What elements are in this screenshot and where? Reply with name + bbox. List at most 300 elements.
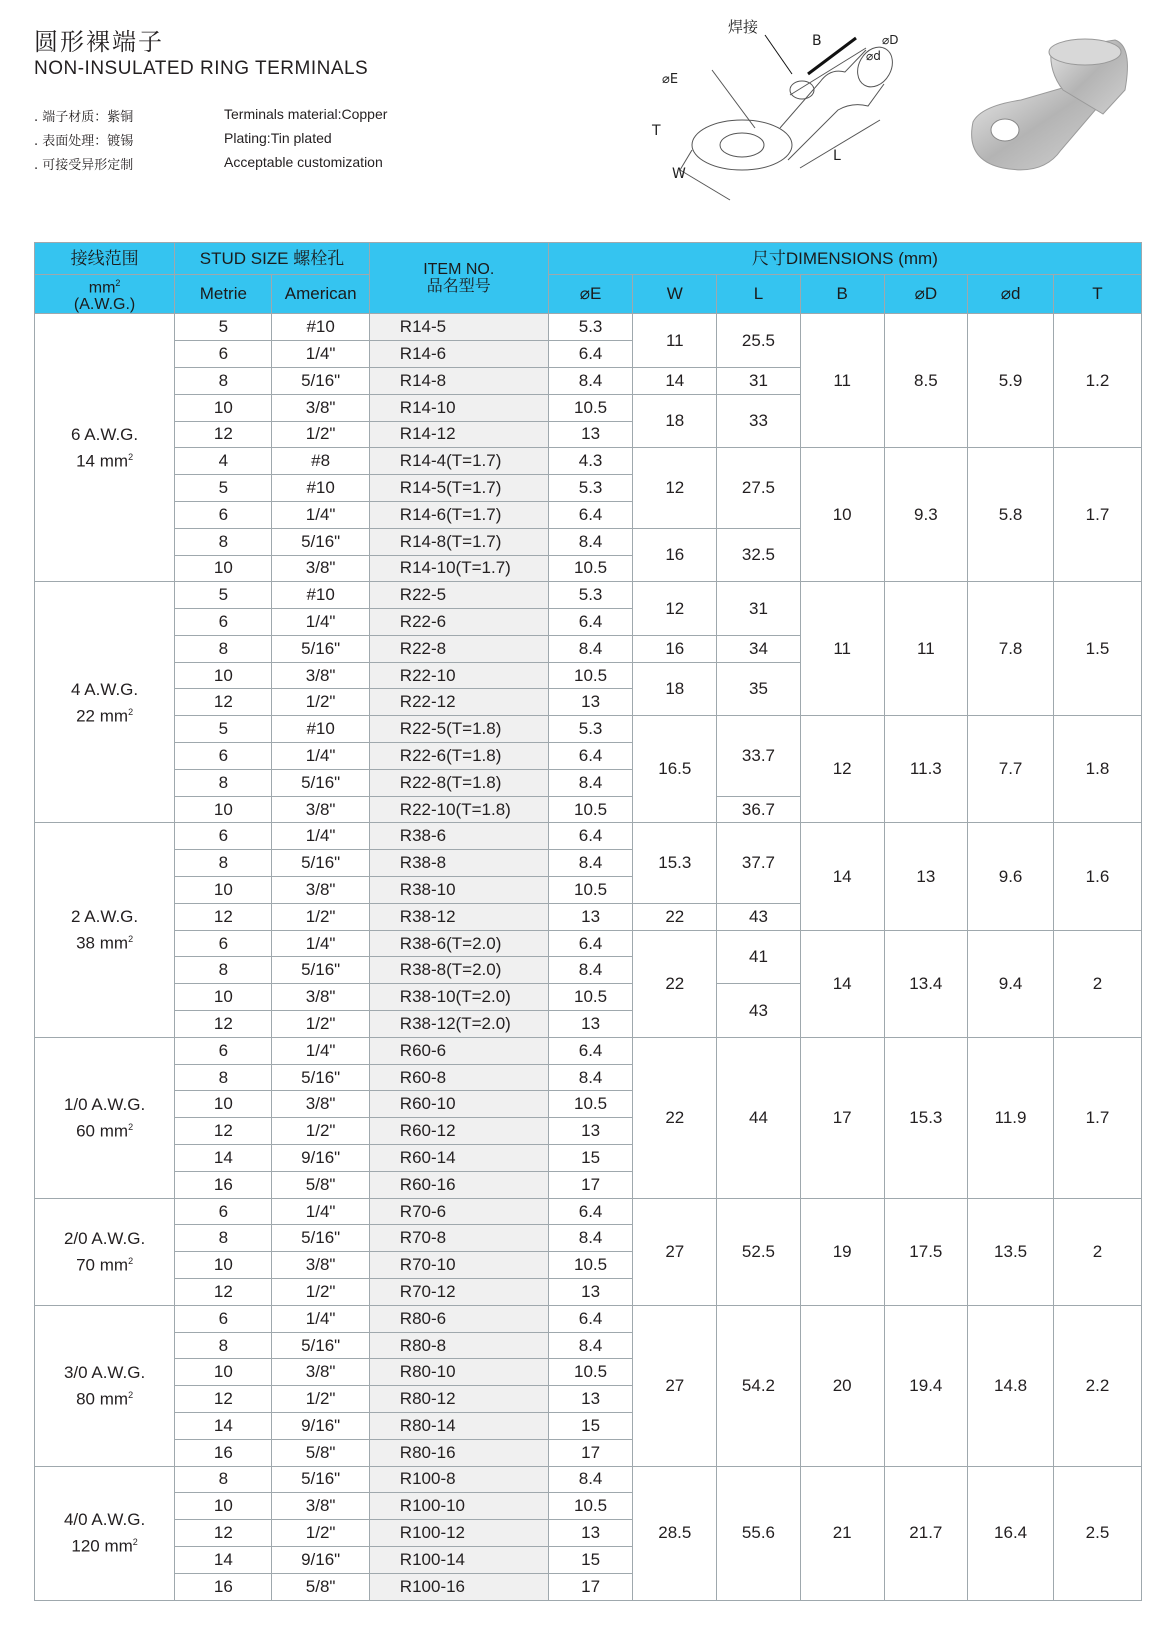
dim-t-cell: 2 [1053, 930, 1141, 1037]
dim-bigd-cell: 13.4 [884, 930, 968, 1037]
table-row [35, 314, 1142, 341]
metric-stud-cell: 6 [175, 1037, 272, 1064]
american-stud-cell: #8 [272, 448, 369, 475]
dim-e-cell: 8.4 [548, 1064, 633, 1091]
american-stud-cell: 3/8" [272, 1252, 369, 1279]
metric-stud-cell: 8 [175, 1225, 272, 1252]
dim-b-cell: 17 [800, 1037, 884, 1198]
wire-range-cell [35, 1466, 175, 1600]
terminal-photo [965, 30, 1150, 190]
metric-stud-cell: 14 [175, 1546, 272, 1573]
table-row [35, 716, 1142, 743]
item-no-cell: R38-12 [369, 903, 548, 930]
dim-bigd-label: ⌀D [882, 33, 899, 47]
dim-l-cell: 41 [717, 930, 801, 984]
dim-e-cell: 17 [548, 1171, 633, 1198]
metric-stud-cell: 12 [175, 1520, 272, 1547]
dim-l-cell: 34 [717, 635, 801, 662]
dim-bigd-cell: 8.5 [884, 314, 968, 448]
dim-l-cell: 32.5 [717, 528, 801, 582]
dim-l-cell: 44 [717, 1037, 801, 1198]
dim-e-cell: 8.4 [548, 1466, 633, 1493]
american-stud-cell: 1/2" [272, 1279, 369, 1306]
dim-t-cell: 2 [1053, 1198, 1141, 1305]
dim-e-cell: 15 [548, 1413, 633, 1440]
header-range-mm-sup: 2 [115, 278, 121, 288]
mm-size-sup: 2 [128, 1389, 134, 1400]
table-row [35, 823, 1142, 850]
metric-stud-cell: 8 [175, 1332, 272, 1359]
mm-size-sup: 2 [132, 1537, 138, 1548]
dim-e-cell: 13 [548, 903, 633, 930]
mm-size-sup: 2 [128, 934, 134, 945]
item-no-cell: R60-14 [369, 1145, 548, 1172]
dim-t-cell: 1.7 [1053, 1037, 1141, 1198]
dim-e-cell: 13 [548, 421, 633, 448]
table-row [35, 582, 1142, 609]
dim-d-label: ⌀d [866, 49, 881, 63]
item-no-cell: R60-8 [369, 1064, 548, 1091]
dim-e-cell: 6.4 [548, 1198, 633, 1225]
table-body [35, 314, 1142, 1600]
spec-plating-en: Plating:Tin plated [224, 130, 332, 146]
item-no-cell: R80-6 [369, 1305, 548, 1332]
dim-e-cell: 6.4 [548, 823, 633, 850]
dim-w-cell: 12 [633, 582, 717, 636]
item-no-cell: R14-6(T=1.7) [369, 501, 548, 528]
dim-e-cell: 8.4 [548, 850, 633, 877]
american-stud-cell: #10 [272, 475, 369, 502]
metric-stud-cell: 10 [175, 555, 272, 582]
header-l: L [717, 275, 801, 314]
item-no-cell: R60-6 [369, 1037, 548, 1064]
american-stud-cell: 1/2" [272, 421, 369, 448]
american-stud-cell: 3/8" [272, 984, 369, 1011]
american-stud-cell: 5/16" [272, 1225, 369, 1252]
item-no-cell: R14-8 [369, 367, 548, 394]
terminal-dimension-drawing [652, 10, 970, 210]
mm-size-text: 80 mm [76, 1389, 129, 1409]
dim-b-cell: 11 [800, 582, 884, 716]
spec-custom-cn: . 可接受异形定制 [34, 158, 134, 173]
american-stud-cell: 5/16" [272, 1332, 369, 1359]
dim-w-label: W [672, 166, 686, 182]
dim-l-cell: 36.7 [717, 796, 801, 823]
dim-e-cell: 6.4 [548, 341, 633, 368]
table-row [35, 1037, 1142, 1064]
mm-size [35, 446, 174, 473]
metric-stud-cell: 12 [175, 689, 272, 716]
wire-range-cell [35, 1305, 175, 1466]
dim-e-cell: 10.5 [548, 662, 633, 689]
metric-stud-cell: 6 [175, 823, 272, 850]
metric-stud-cell: 12 [175, 1279, 272, 1306]
metric-stud-cell: 10 [175, 394, 272, 421]
table-row [35, 1198, 1142, 1225]
header-item-cn: 品名型号 [426, 278, 491, 296]
page-title-cn: 圆形裸端子 [34, 28, 164, 56]
american-stud-cell: 1/2" [272, 689, 369, 716]
dim-w-cell: 18 [633, 394, 717, 448]
dim-w-cell: 16 [633, 635, 717, 662]
item-no-cell: R70-6 [369, 1198, 548, 1225]
table-row [35, 930, 1142, 957]
mm-size-text: 70 mm [76, 1255, 129, 1275]
header-range-mm-text: mm [88, 279, 116, 297]
header-item-no [369, 243, 548, 314]
dim-w-cell: 22 [633, 930, 717, 1037]
american-stud-cell: 1/4" [272, 823, 369, 850]
dim-d-cell: 5.9 [968, 314, 1054, 448]
wire-range-cell [35, 1037, 175, 1198]
item-no-cell: R38-10(T=2.0) [369, 984, 548, 1011]
wire-range-cell [35, 823, 175, 1037]
metric-stud-cell: 16 [175, 1439, 272, 1466]
item-no-cell: R22-6(T=1.8) [369, 743, 548, 770]
item-no-cell: R14-10(T=1.7) [369, 555, 548, 582]
dim-bigd-cell: 11 [884, 582, 968, 716]
dim-e-cell: 5.3 [548, 475, 633, 502]
dim-e-cell: 6.4 [548, 930, 633, 957]
dim-w-cell: 27 [633, 1198, 717, 1305]
item-no-cell: R22-5(T=1.8) [369, 716, 548, 743]
american-stud-cell: 5/16" [272, 850, 369, 877]
table-header [35, 243, 1142, 314]
item-no-cell: R22-12 [369, 689, 548, 716]
mm-size-sup: 2 [128, 451, 134, 462]
item-no-cell: R100-14 [369, 1546, 548, 1573]
metric-stud-cell: 12 [175, 903, 272, 930]
metric-stud-cell: 6 [175, 501, 272, 528]
item-no-cell: R38-12(T=2.0) [369, 1011, 548, 1038]
dim-e-cell: 6.4 [548, 743, 633, 770]
table-row [35, 448, 1142, 475]
dim-t-cell: 1.5 [1053, 582, 1141, 716]
dim-e-cell: 6.4 [548, 501, 633, 528]
american-stud-cell: #10 [272, 314, 369, 341]
item-no-cell: R38-6 [369, 823, 548, 850]
dim-e-cell: 13 [548, 1386, 633, 1413]
item-no-cell: R80-12 [369, 1386, 548, 1413]
mm-size-text: 60 mm [76, 1121, 129, 1141]
dim-b-cell: 14 [800, 823, 884, 930]
mm-size-sup: 2 [128, 706, 134, 717]
dim-t-cell: 1.6 [1053, 823, 1141, 930]
dim-d-cell: 16.4 [968, 1466, 1054, 1600]
american-stud-cell: 5/16" [272, 1466, 369, 1493]
header-e: ⌀E [548, 275, 633, 314]
header-stud-size: STUD SIZE 螺栓孔 [175, 243, 370, 275]
item-no-cell: R22-10(T=1.8) [369, 796, 548, 823]
metric-stud-cell: 10 [175, 662, 272, 689]
awg-size: 1/0 A.W.G. [63, 1094, 146, 1114]
dim-l-cell: 27.5 [717, 448, 801, 528]
mm-size [35, 1250, 174, 1277]
american-stud-cell: 9/16" [272, 1413, 369, 1440]
metric-stud-cell: 10 [175, 1493, 272, 1520]
metric-stud-cell: 4 [175, 448, 272, 475]
metric-stud-cell: 6 [175, 930, 272, 957]
dim-e-cell: 10.5 [548, 1252, 633, 1279]
dim-d-cell: 11.9 [968, 1037, 1054, 1198]
metric-stud-cell: 8 [175, 635, 272, 662]
american-stud-cell: 5/8" [272, 1573, 369, 1600]
dim-t-cell: 1.2 [1053, 314, 1141, 448]
dim-e-cell: 5.3 [548, 582, 633, 609]
header-w: W [633, 275, 717, 314]
metric-stud-cell: 16 [175, 1171, 272, 1198]
page-title-en: NON-INSULATED RING TERMINALS [34, 58, 369, 79]
item-no-cell: R100-8 [369, 1466, 548, 1493]
dim-bigd-cell: 13 [884, 823, 968, 930]
metric-stud-cell: 8 [175, 528, 272, 555]
dim-l-cell: 55.6 [717, 1466, 801, 1600]
spec-material-en: Terminals material:Copper [224, 106, 388, 122]
dim-l-cell: 52.5 [717, 1198, 801, 1305]
american-stud-cell: 3/8" [272, 555, 369, 582]
american-stud-cell: 1/4" [272, 341, 369, 368]
dim-w-cell: 18 [633, 662, 717, 716]
dim-t-cell: 1.8 [1053, 716, 1141, 823]
spec-custom-en: Acceptable customization [224, 154, 383, 170]
dim-l-cell: 31 [717, 367, 801, 394]
dim-d-cell: 7.7 [968, 716, 1054, 823]
dim-b-cell: 14 [800, 930, 884, 1037]
metric-stud-cell: 14 [175, 1413, 272, 1440]
mm-size [35, 1116, 174, 1143]
dim-e-cell: 8.4 [548, 957, 633, 984]
dim-w-cell: 11 [633, 314, 717, 368]
mm-size-text: 22 mm [76, 706, 129, 726]
american-stud-cell: #10 [272, 716, 369, 743]
wire-range-cell [35, 314, 175, 582]
dim-e-label: ⌀E [662, 72, 679, 87]
dim-e-cell: 5.3 [548, 716, 633, 743]
item-no-cell: R70-8 [369, 1225, 548, 1252]
terminal-spec-table [34, 242, 1142, 1601]
header-american: American [272, 275, 369, 314]
item-no-cell: R60-12 [369, 1118, 548, 1145]
header-range-awg: (A.W.G.) [73, 296, 136, 314]
table-row [35, 1466, 1142, 1493]
dim-l-cell: 33.7 [717, 716, 801, 796]
dim-e-cell: 15 [548, 1546, 633, 1573]
item-no-cell: R80-8 [369, 1332, 548, 1359]
american-stud-cell: 3/8" [272, 662, 369, 689]
dim-t-cell: 2.5 [1053, 1466, 1141, 1600]
mm-size [35, 1531, 174, 1558]
metric-stud-cell: 10 [175, 1252, 272, 1279]
dim-t-cell: 2.2 [1053, 1305, 1141, 1466]
header-item-en: ITEM NO. [423, 261, 495, 279]
dim-e-cell: 8.4 [548, 635, 633, 662]
dim-bigd-cell: 11.3 [884, 716, 968, 823]
metric-stud-cell: 14 [175, 1145, 272, 1172]
dim-w-cell: 22 [633, 1037, 717, 1198]
dim-l-cell: 43 [717, 984, 801, 1038]
american-stud-cell: 5/16" [272, 957, 369, 984]
dim-e-cell: 8.4 [548, 528, 633, 555]
american-stud-cell: 1/4" [272, 1305, 369, 1332]
dim-e-cell: 4.3 [548, 448, 633, 475]
dim-e-cell: 6.4 [548, 609, 633, 636]
item-no-cell: R80-14 [369, 1413, 548, 1440]
dim-d-cell: 7.8 [968, 582, 1054, 716]
dim-bigd-cell: 9.3 [884, 448, 968, 582]
dim-e-cell: 6.4 [548, 1037, 633, 1064]
awg-size: 3/0 A.W.G. [63, 1362, 146, 1382]
american-stud-cell: 3/8" [272, 796, 369, 823]
metric-stud-cell: 8 [175, 1064, 272, 1091]
metric-stud-cell: 12 [175, 1011, 272, 1038]
item-no-cell: R22-6 [369, 609, 548, 636]
dim-d-cell: 14.8 [968, 1305, 1054, 1466]
header-d: ⌀d [968, 275, 1054, 314]
metric-stud-cell: 12 [175, 1386, 272, 1413]
item-no-cell: R22-5 [369, 582, 548, 609]
dim-e-cell: 10.5 [548, 984, 633, 1011]
item-no-cell: R14-12 [369, 421, 548, 448]
dim-bigd-cell: 15.3 [884, 1037, 968, 1198]
item-no-cell: R100-16 [369, 1573, 548, 1600]
american-stud-cell: 3/8" [272, 1493, 369, 1520]
dim-e-cell: 8.4 [548, 769, 633, 796]
dim-e-cell: 17 [548, 1573, 633, 1600]
item-no-cell: R38-8(T=2.0) [369, 957, 548, 984]
item-no-cell: R70-12 [369, 1279, 548, 1306]
header-metric: Metrie [175, 275, 272, 314]
item-no-cell: R100-12 [369, 1520, 548, 1547]
american-stud-cell: 1/4" [272, 609, 369, 636]
dim-t-cell: 1.7 [1053, 448, 1141, 582]
dim-d-cell: 9.6 [968, 823, 1054, 930]
dim-e-cell: 15 [548, 1145, 633, 1172]
american-stud-cell: 5/16" [272, 769, 369, 796]
item-no-cell: R14-10 [369, 394, 548, 421]
dim-w-cell: 22 [633, 903, 717, 930]
american-stud-cell: 1/2" [272, 1118, 369, 1145]
dim-e-cell: 8.4 [548, 367, 633, 394]
dim-w-cell: 27 [633, 1305, 717, 1466]
dim-e-cell: 10.5 [548, 877, 633, 904]
mm-size-text: 38 mm [76, 933, 129, 953]
mm-size [35, 928, 174, 955]
metric-stud-cell: 6 [175, 1198, 272, 1225]
dim-w-cell: 16 [633, 528, 717, 582]
dim-bigd-cell: 21.7 [884, 1466, 968, 1600]
american-stud-cell: 1/4" [272, 1198, 369, 1225]
dim-b-cell: 21 [800, 1466, 884, 1600]
metric-stud-cell: 8 [175, 1466, 272, 1493]
american-stud-cell: 5/8" [272, 1171, 369, 1198]
american-stud-cell: 1/4" [272, 743, 369, 770]
item-no-cell: R60-10 [369, 1091, 548, 1118]
dim-t-label: T [652, 123, 661, 139]
mm-size-sup: 2 [128, 1255, 134, 1266]
awg-size: 4/0 A.W.G. [63, 1510, 146, 1530]
dim-b-cell: 12 [800, 716, 884, 823]
dim-e-cell: 5.3 [548, 314, 633, 341]
dim-bigd-cell: 17.5 [884, 1198, 968, 1305]
american-stud-cell: 5/16" [272, 1064, 369, 1091]
dim-e-cell: 13 [548, 1279, 633, 1306]
item-no-cell: R80-10 [369, 1359, 548, 1386]
dim-d-cell: 13.5 [968, 1198, 1054, 1305]
header-bigd: ⌀D [884, 275, 968, 314]
dim-b-cell: 10 [800, 448, 884, 582]
dim-l-label: L [833, 148, 841, 164]
american-stud-cell: 9/16" [272, 1546, 369, 1573]
dim-e-cell: 13 [548, 1520, 633, 1547]
dim-l-cell: 54.2 [717, 1305, 801, 1466]
american-stud-cell: 3/8" [272, 877, 369, 904]
metric-stud-cell: 12 [175, 1118, 272, 1145]
metric-stud-cell: 5 [175, 314, 272, 341]
mm-size-text: 120 mm [71, 1536, 133, 1556]
mm-size [35, 701, 174, 728]
dim-w-cell: 12 [633, 448, 717, 528]
dim-w-cell: 28.5 [633, 1466, 717, 1600]
weld-label: 焊接 [728, 18, 759, 36]
dim-bigd-cell: 19.4 [884, 1305, 968, 1466]
mm-size-text: 14 mm [76, 451, 129, 471]
item-no-cell: R70-10 [369, 1252, 548, 1279]
table-row [35, 1305, 1142, 1332]
metric-stud-cell: 8 [175, 957, 272, 984]
dim-b-cell: 11 [800, 314, 884, 448]
dim-b-label: B [812, 33, 822, 49]
metric-stud-cell: 5 [175, 716, 272, 743]
item-no-cell: R38-10 [369, 877, 548, 904]
dim-e-cell: 13 [548, 1011, 633, 1038]
dim-w-cell: 14 [633, 367, 717, 394]
item-no-cell: R14-6 [369, 341, 548, 368]
header-range-cn: 接线范围 [35, 243, 175, 275]
metric-stud-cell: 12 [175, 421, 272, 448]
dim-e-cell: 10.5 [548, 394, 633, 421]
mm-size [35, 1384, 174, 1411]
header-range-mm [35, 275, 174, 296]
dim-e-cell: 13 [548, 1118, 633, 1145]
dim-d-cell: 5.8 [968, 448, 1054, 582]
metric-stud-cell: 10 [175, 796, 272, 823]
spec-material-cn: . 端子材质：紫铜 [34, 110, 134, 125]
metric-stud-cell: 6 [175, 1305, 272, 1332]
american-stud-cell: 1/4" [272, 1037, 369, 1064]
american-stud-cell: 1/2" [272, 1386, 369, 1413]
item-no-cell: R38-6(T=2.0) [369, 930, 548, 957]
metric-stud-cell: 10 [175, 984, 272, 1011]
dim-w-cell: 16.5 [633, 716, 717, 823]
metric-stud-cell: 8 [175, 850, 272, 877]
item-no-cell: R60-16 [369, 1171, 548, 1198]
metric-stud-cell: 6 [175, 743, 272, 770]
american-stud-cell: 9/16" [272, 1145, 369, 1172]
american-stud-cell: 5/8" [272, 1439, 369, 1466]
mm-size-sup: 2 [128, 1121, 134, 1132]
item-no-cell: R80-16 [369, 1439, 548, 1466]
awg-size: 2/0 A.W.G. [63, 1228, 146, 1248]
american-stud-cell: 3/8" [272, 394, 369, 421]
dim-e-cell: 13 [548, 689, 633, 716]
metric-stud-cell: 10 [175, 877, 272, 904]
dim-d-cell: 9.4 [968, 930, 1054, 1037]
item-no-cell: R14-5 [369, 314, 548, 341]
dim-l-cell: 25.5 [717, 314, 801, 368]
metric-stud-cell: 10 [175, 1359, 272, 1386]
item-no-cell: R38-8 [369, 850, 548, 877]
american-stud-cell: 5/16" [272, 367, 369, 394]
